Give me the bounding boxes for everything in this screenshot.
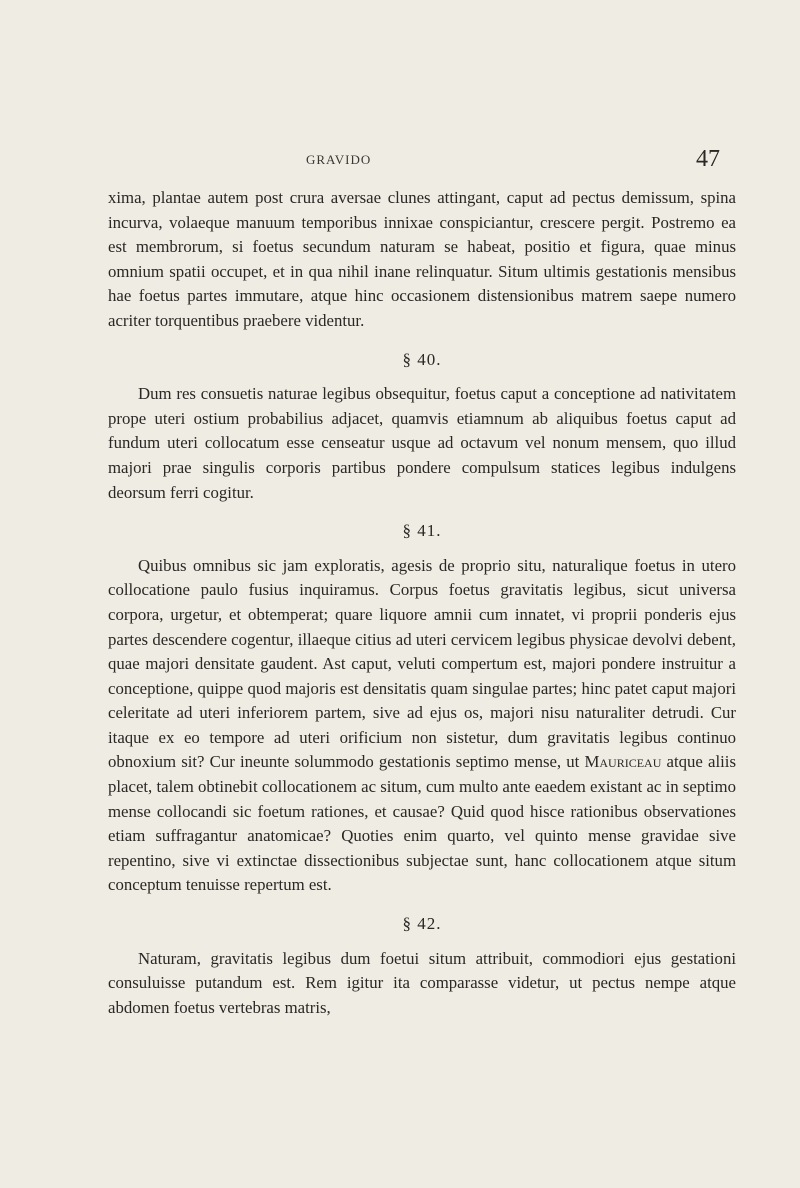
page-header: [0, 146, 800, 186]
paragraph-40: Dum res consuetis naturae legibus obsequitur, foetus caput a conceptione ad nativitatem prope uteri ostium probabilius adjacet, quamvis etiamnum ab aliquibus foetus caput ad fundum uteri collocatum esse censeatur usque ad octavum vel nonum mensem, quo illud majori prae singulis corporis partibus pondere compulsum statices legibus indulgens deorsum ferri cogitur.: [108, 384, 736, 502]
section-heading-42: § 42.: [402, 914, 442, 934]
section-heading-41: § 41.: [402, 521, 442, 541]
paragraph-42: Naturam, gravitatis legibus dum foetui situm attribuit, commodiori ejus gestationi consuluisse putandum est. Rem igitur ita comparasse videtur, ut pectus nempe atque abdomen foetus vertebras matris,: [108, 948, 736, 1017]
paragraph-41: [108, 554, 736, 898]
author-name-mauriceau: Mauriceau: [584, 752, 662, 772]
paragraph-41-part-b: atque aliis placet, talem obtinebit collocationem ac situm, cum multo ante eaedem existant ac in septimo mense collocandi sic foetum rationes, et causae? Quid quod hisce rationibus observationes etiam suffragantur anatomicae? Quoties enim quarto, vel quinto mense gravidae sive repentino, sive vi extinctae dissectionibus subjectae sunt, hanc collocationem atque situm conceptum tenuisse repertum est.: [108, 752, 736, 895]
page-number: 47: [696, 146, 720, 172]
section-heading-40: § 40.: [402, 349, 442, 369]
body-text: [108, 186, 736, 1020]
paragraph-continuation: xima, plantae autem post crura aversae clunes attingant, caput ad pectus demissum, spina incurva, volaeque manuum temporibus innixae conspiciantur, crescere pergit. Postremo ea est membrorum, si foetus secundum naturam se habeat, positio et figura, quae minus omnium spatii occupet, et in qua nihil inane relinquatur. Situm ultimis gestationis mensibus hae foetus partes immutare, atque hinc occasionem distensionibus matrem saepe numero acriter torquentibus praebere videntur.: [108, 188, 736, 330]
paragraph-41-part-a: Quibus omnibus sic jam exploratis, agesis de proprio situ, naturalique foetus in utero collocatione paulo fusius inquiramus. Corpus foetus gravitatis legibus, sicut universa corpora, urgetur, et obtemperat; quare liquore amnii cum innatet, vi proprii ponderis ejus partes descendere cogentur, illaeque citius ad uteri cervicem legibus physicae devolvi debent, quae majori densitate gaudent. Ast caput, veluti compertum est, majori pondere instruitur a conceptione, quippe quod majoris est densitatis quam singulae partes; hinc patet caput majori celeritate ad uteri inferiorem partem, sive ad ejus os, majori nisu naturaliter detrudi. Cur itaque ex eo tempore ad uteri orificium non sistetur, dum gravitatis legibus continuo obnoxium sit? Cur ineunte solummodo gestationis septimo mense, ut: [108, 555, 736, 772]
running-title: GRAVIDO: [306, 152, 372, 167]
